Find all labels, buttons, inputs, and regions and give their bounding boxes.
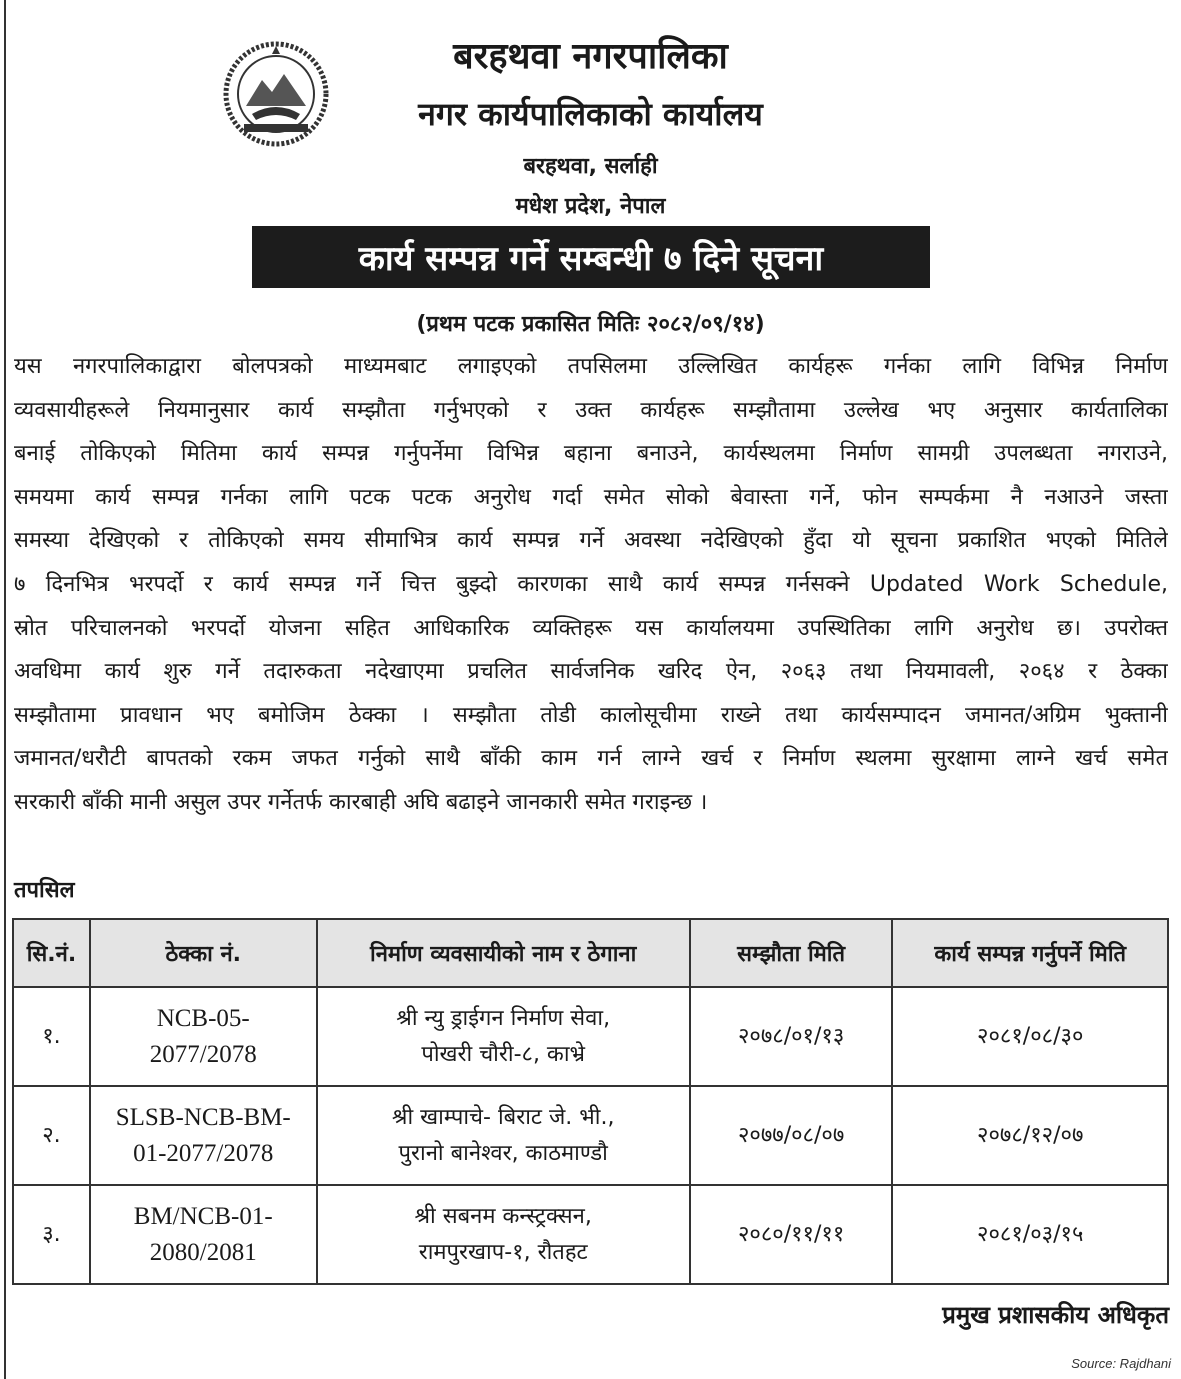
body-line: सम्झौतामा प्रावधान भए बमोजिम ठेक्का । सम्झौता तोडी कालोसूचीमा राख्ने तथा कार्यसम्पादन जमानत/अग्रिम भुक्तानी — [14, 702, 1168, 728]
body-line: समयमा कार्य सम्पन्न गर्नका लागि पटक पटक अनुरोध गर्दा समेत सोको बेवास्ता गर्ने, फोन सम्पर्कमा नै नआउने जस्ता — [14, 484, 1168, 510]
body-line: ७ दिनभित्र भरपर्दो र कार्य सम्पन्न गर्ने चित्त बुझ्दो कारणका साथै कार्य सम्पन्न गर्नसक्ने Updated Work Schedule, — [14, 571, 1168, 597]
contractor-address: रामपुरखाप-१, रौतहट — [418, 1239, 588, 1265]
contractor-address: पुरानो बानेश्वर, काठमाण्डौ — [398, 1140, 608, 1166]
contract-no-line: SLSB-NCB-BM- — [115, 1103, 291, 1131]
contract-no-line: 2080/2081 — [149, 1238, 257, 1266]
body-line: सरकारी बाँकी मानी असुल उपर गर्नेतर्फ कारबाही अघि बढाइने जानकारी समेत गराइन्छ । — [14, 789, 708, 815]
table-row — [13, 1086, 1168, 1185]
schedule-label: तपसिल — [14, 878, 75, 903]
cell-contractor — [317, 1086, 690, 1185]
cell-completion-date: २०७८/१२/०७ — [892, 1086, 1168, 1185]
office-location: बरहथवा, सर्लाही — [523, 154, 658, 179]
contract-no-line: 01-2077/2078 — [133, 1139, 274, 1167]
signatory: प्रमुख प्रशासकीय अधिकृत — [942, 1301, 1169, 1329]
cell-agreement-date: २०७७/०८/०७ — [690, 1086, 893, 1185]
header-contractor: निर्माण व्यवसायीको नाम र ठेगाना — [317, 919, 690, 987]
notice-body — [14, 345, 1168, 825]
publication-date: (प्रथम पटक प्रकासित मितिः २०८२/०९/१४) — [416, 312, 765, 337]
cell-contractor — [317, 987, 690, 1086]
cell-sn: १. — [13, 987, 90, 1086]
header-sn: सि.नं. — [13, 919, 90, 987]
office-province: मधेश प्रदेश, नेपाल — [515, 194, 666, 219]
body-line: समस्या देखिएको र तोकिएको समय सीमाभित्र कार्य सम्पन्न गर्ने अवस्था नदेखिएको हुँदा यो सूचना प्रकाशित भएको मितिले — [14, 528, 1168, 554]
body-line: जमानत/धरौटी बापतको रकम जफत गर्नुको साथै बाँकी काम गर्न लाग्ने खर्च र निर्माण स्थलमा सुरक्षामा लाग्ने खर्च समेत — [14, 746, 1168, 772]
table-row — [13, 987, 1168, 1086]
office-name: नगर कार्यपालिकाको कार्यालय — [418, 95, 763, 133]
header-completion-date: कार्य सम्पन्न गर्नुपर्ने मिति — [892, 919, 1168, 987]
municipality-name: बरहथवा नगरपालिका — [453, 36, 728, 77]
cell-agreement-date: २०८०/११/११ — [690, 1185, 893, 1284]
body-line: यस नगरपालिकाद्वारा बोलपत्रको माध्यमबाट लगाइएको तपसिलमा उल्लिखित कार्यहरू गर्नका लागि विभिन्न निर्माण — [14, 354, 1168, 379]
contractor-name: श्री सबनम कन्स्ट्रक्सन, — [414, 1203, 592, 1229]
body-line: अवधिमा कार्य शुरु गर्ने तदारुकता नदेखाएमा प्रचलित सार्वजनिक खरिद ऐन, २०६३ तथा नियमावली, २०६४ र ठेक्का — [14, 659, 1168, 685]
cell-contract-no — [90, 1086, 317, 1185]
contractor-name: श्री खाम्पाचे- बिराट जे. भी., — [391, 1104, 615, 1130]
contract-table — [12, 918, 1169, 1285]
contract-no-line: NCB-05- — [156, 1004, 250, 1032]
body-line: स्रोत परिचालनको भरपर्दो योजना सहित आधिकारिक व्यक्तिहरू यस कार्यालयमा उपस्थितिका लागि अनुरोध छ। उपरोक्त — [14, 615, 1168, 641]
contract-no-line: BM/NCB-01- — [133, 1202, 273, 1230]
header-agreement-date: सम्झौता मिति — [690, 919, 893, 987]
cell-contract-no — [90, 987, 317, 1086]
cell-completion-date: २०८१/०३/१५ — [892, 1185, 1168, 1284]
contractor-address: पोखरी चौरी-८, काभ्रे — [421, 1041, 585, 1067]
contractor-name: श्री न्यु ड्राईगन निर्माण सेवा, — [396, 1005, 611, 1031]
contract-no-line: 2077/2078 — [149, 1040, 257, 1068]
body-line: व्यवसायीहरूले नियमानुसार कार्य सम्झौता गर्नुभएको र उक्त कार्यहरू सम्झौतामा उल्लेख भए अनुसार कार्यतालिका — [14, 397, 1168, 423]
cell-contract-no — [90, 1185, 317, 1284]
cell-completion-date: २०८१/०८/३० — [892, 987, 1168, 1086]
cell-sn: २. — [13, 1086, 90, 1185]
notice-title: कार्य सम्पन्न गर्ने सम्बन्धी ७ दिने सूचना — [252, 226, 930, 288]
table-header-row — [13, 919, 1168, 987]
table-row — [13, 1185, 1168, 1284]
cell-agreement-date: २०७८/०१/१३ — [690, 987, 893, 1086]
body-line: बनाई तोकिएको मितिमा कार्य सम्पन्न गर्नुपर्नेमा विभिन्न बहाना बनाउने, कार्यस्थलमा निर्माण सामग्री उपलब्धता नगराउने, — [14, 441, 1168, 467]
header-contract-no: ठेक्का नं. — [90, 919, 317, 987]
source-credit: Source: Rajdhani — [1071, 1356, 1171, 1371]
cell-contractor — [317, 1185, 690, 1284]
cell-sn: ३. — [13, 1185, 90, 1284]
